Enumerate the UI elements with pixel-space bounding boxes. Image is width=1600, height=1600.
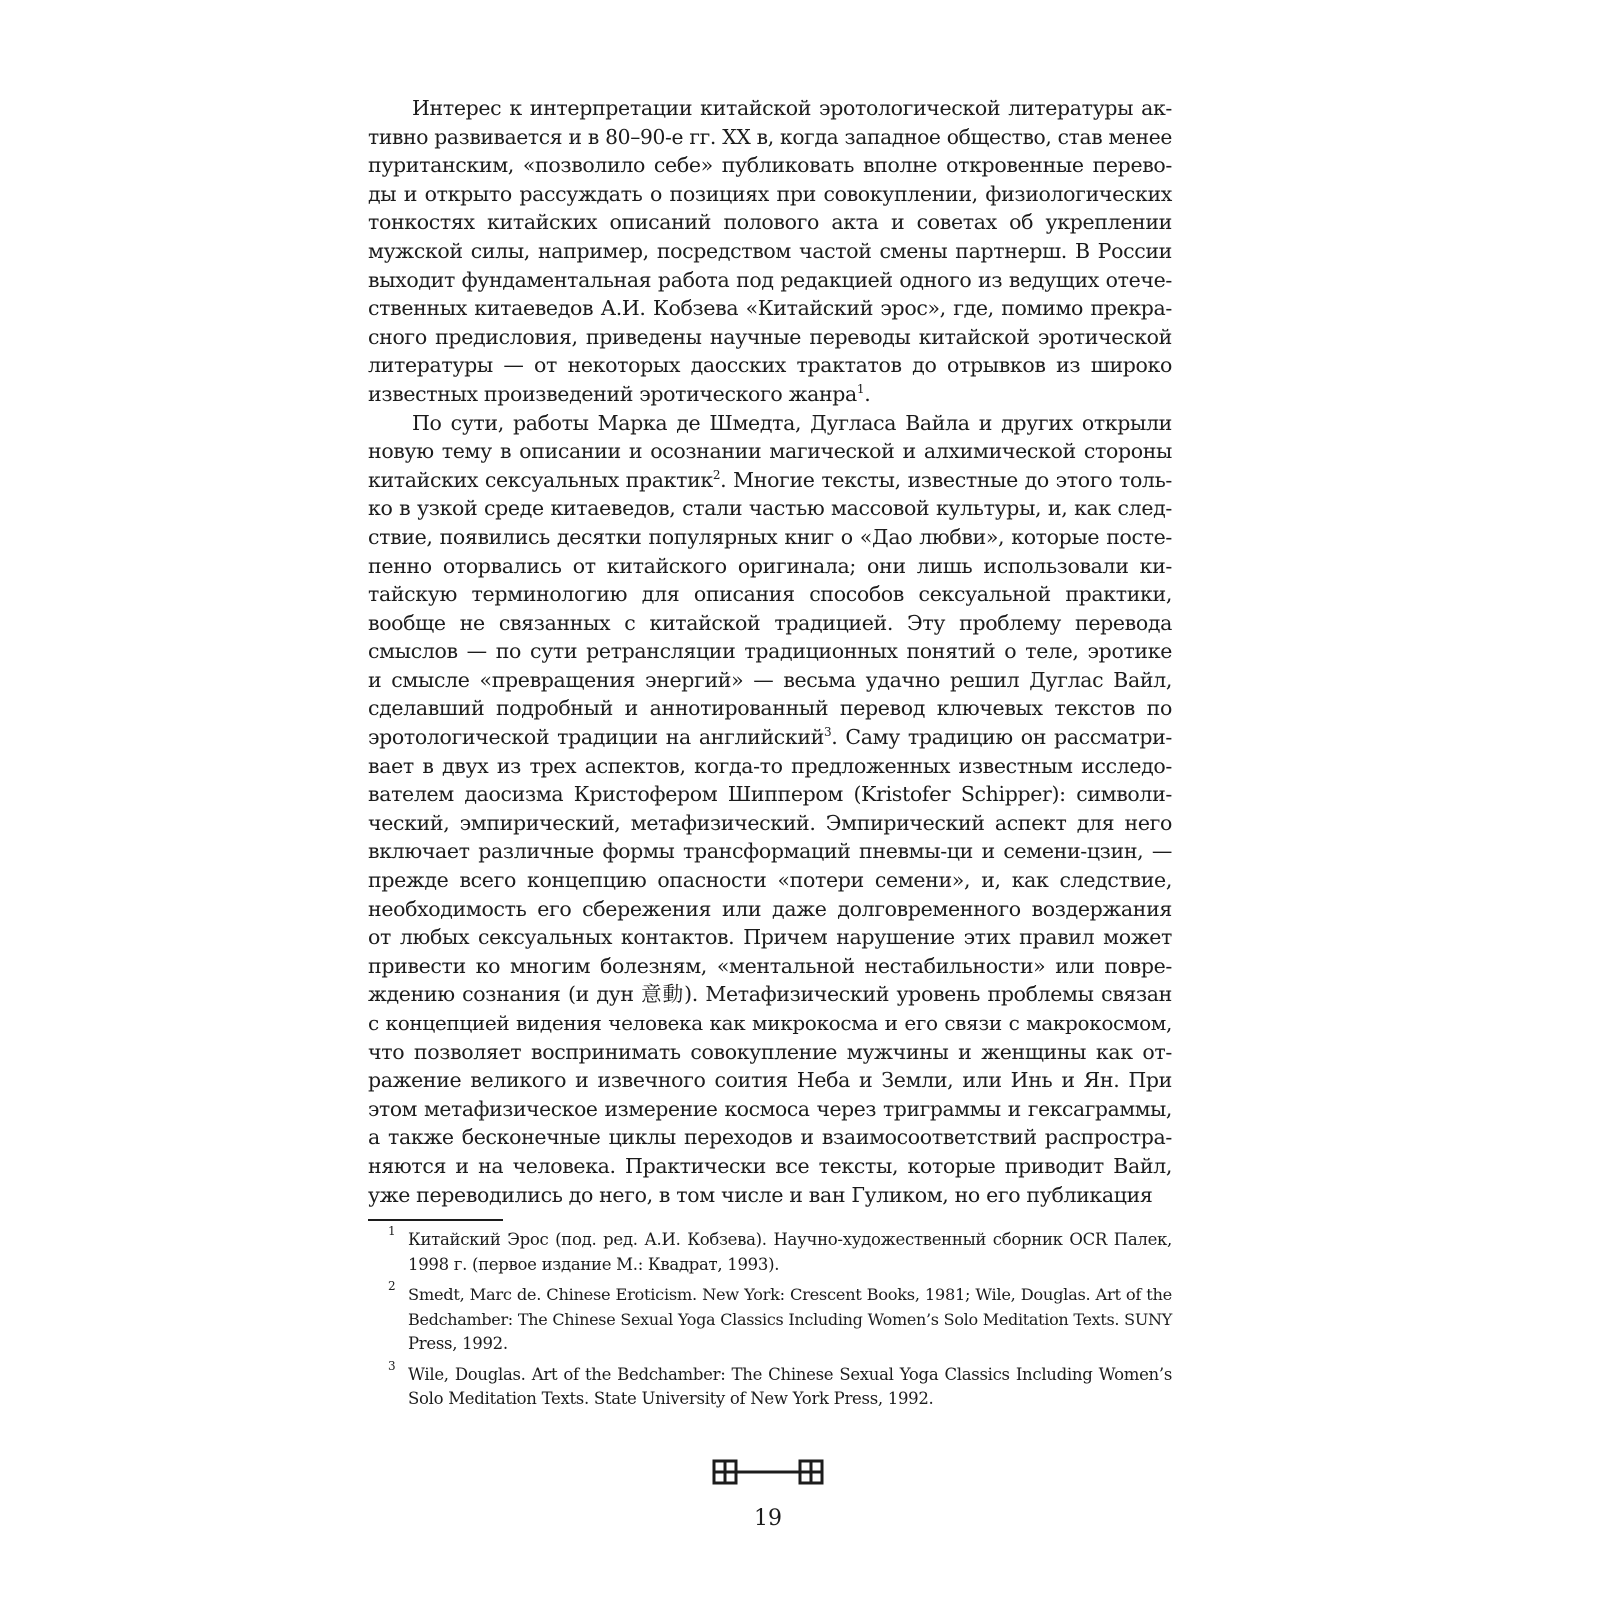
text-line	[368, 752, 1172, 781]
text-segment: . Саму традицию он рассматри-	[831, 725, 1173, 750]
text-segment: необходимость его сбережения или даже долговременного воздержания	[368, 896, 1172, 921]
footnote-line: 1998 г. (первое издание М.: Квадрат, 1993).	[408, 1254, 780, 1274]
text-segment: включает различные формы трансформаций пневмы-ци и семени-цзин, —	[368, 839, 1172, 864]
text-segment: литературы — от некоторых даосских трактатов до отрывков из широко	[368, 353, 1172, 378]
text-segment: новую тему в описании и осознании магической и алхимической стороны	[368, 439, 1172, 464]
text-segment: с концепцией видения человека как микрокосма и его связи с макрокосмом,	[368, 1011, 1172, 1035]
text-line	[368, 294, 1172, 323]
text-line	[368, 723, 1172, 752]
text-segment: няются и на человека. Практически все тексты, которые приводит Вайл,	[368, 1153, 1172, 1178]
text-line	[368, 523, 1172, 552]
text-segment: ствие, появились десятки популярных книг о «Дао любви», которые посте-	[368, 524, 1172, 549]
text-segment: ственных китаеведов А.И. Кобзева «Китайский эрос», где, помимо прекра-	[368, 296, 1172, 321]
text-line	[368, 1038, 1172, 1067]
text-segment: вает в двух из трех аспектов, когда-то предложенных известным исследо-	[368, 753, 1172, 778]
footnote-number: 2	[388, 1279, 396, 1293]
text-line	[368, 437, 1172, 466]
text-segment: а также бесконечные циклы переходов и взаимосоответствий распростра-	[368, 1125, 1172, 1150]
footnote-line: Wile, Douglas. Art of the Bedchamber: The Chinese Sexual Yoga Classics Including Women’s	[408, 1364, 1172, 1384]
text-line	[368, 494, 1172, 523]
text-line	[368, 837, 1172, 866]
text-line	[368, 266, 1172, 295]
text-segment: уже переводились до него, в том числе и ван Гуликом, но его публикация	[368, 1182, 1153, 1207]
text-segment: .	[864, 381, 871, 406]
text-segment: ждению сознания (и дун 意動). Метафизический уровень проблемы связан	[368, 982, 1172, 1007]
text-line	[368, 123, 1172, 152]
footnote-reference[interactable]: 2	[712, 467, 721, 482]
text-segment: известных произведений эротического жанра	[368, 381, 857, 406]
text-line	[368, 151, 1172, 180]
fret-knot-ornament-icon	[712, 1459, 824, 1485]
text-line	[368, 694, 1172, 723]
text-segment: привести ко многим болезням, «ментальной нестабильности» или повре-	[368, 953, 1172, 978]
text-line	[368, 180, 1172, 209]
text-segment: ческий, эмпирический, метафизический. Эмпирический аспект для него	[368, 810, 1172, 835]
footnote	[368, 1224, 1172, 1277]
text-segment: вообще не связанных с китайской традицией. Эту проблему перевода	[368, 610, 1172, 635]
text-segment: что позволяет воспринимать совокупление мужчины и женщины как от-	[368, 1039, 1172, 1064]
text-line	[368, 1123, 1172, 1152]
text-segment: смыслов — по сути ретрансляции традиционных понятий о теле, эротике	[368, 639, 1172, 664]
text-line	[368, 466, 1172, 495]
text-segment: . Многие тексты, известные до этого толь-	[720, 467, 1172, 492]
text-line	[368, 923, 1172, 952]
text-segment: ко в узкой среде китаеведов, стали частью массовой культуры, и, как след-	[368, 496, 1172, 521]
footnote-line: Smedt, Marc de. Chinese Eroticism. New York: Crescent Books, 1981; Wile, Douglas. Art of the	[408, 1285, 1172, 1304]
text-line	[368, 1009, 1172, 1038]
text-segment: По сути, работы Марка де Шмедта, Дугласа Вайла и других открыли	[412, 410, 1172, 435]
page-number: 19	[754, 1506, 782, 1531]
paragraph	[368, 94, 1172, 409]
text-line	[368, 809, 1172, 838]
footnote-divider	[368, 1219, 503, 1221]
text-line	[368, 1181, 1172, 1210]
text-segment: пуританским, «позволило себе» публиковать вполне откровенные перево-	[368, 153, 1172, 178]
text-segment: вателем даосизма Кристофером Шиппером (Kristofer Schipper): символи-	[368, 782, 1172, 807]
text-segment: тивно развивается и в 80–90-е гг. XX в, когда западное общество, став менее	[368, 124, 1172, 149]
footnote-number: 3	[388, 1358, 396, 1373]
text-line	[368, 1066, 1172, 1095]
text-line	[368, 637, 1172, 666]
text-line	[368, 208, 1172, 237]
text-line	[368, 351, 1172, 380]
text-line	[368, 380, 1172, 409]
text-line	[368, 237, 1172, 266]
text-segment: пенно оторвались от китайского оригинала; они лишь использовали ки-	[368, 553, 1172, 578]
footnote-line: Solo Meditation Texts. State University of New York Press, 1992.	[408, 1389, 934, 1408]
text-segment: тайскую терминологию для описания способов сексуальной практики,	[368, 582, 1172, 607]
text-segment: сделавший подробный и аннотированный перевод ключевых текстов по	[368, 696, 1172, 721]
text-line	[368, 780, 1172, 809]
text-line	[368, 580, 1172, 609]
text-segment: ражение великого и извечного соития Неба и Земли, или Инь и Ян. При	[368, 1068, 1172, 1093]
footnote	[368, 1358, 1172, 1412]
text-segment: китайских сексуальных практик	[368, 467, 713, 492]
footnote-line: Press, 1992.	[408, 1334, 508, 1353]
text-segment: эротологической традиции на английский	[368, 725, 824, 750]
text-line	[368, 666, 1172, 695]
text-line	[368, 952, 1172, 981]
text-segment: мужской силы, например, посредством частой смены партнерш. В России	[368, 238, 1172, 263]
text-line	[368, 609, 1172, 638]
text-segment: тонкостях китайских описаний полового акта и советах об укреплении	[368, 210, 1172, 235]
text-line	[368, 552, 1172, 581]
text-segment: ды и открыто рассуждать о позициях при совокуплении, физиологических	[368, 181, 1172, 206]
text-line	[368, 980, 1172, 1009]
text-line	[368, 409, 1172, 438]
main-text	[368, 94, 1172, 1209]
footnote-reference[interactable]: 1	[856, 381, 865, 396]
text-segment: выходит фундаментальная работа под редакцией одного из ведущих отече-	[368, 267, 1172, 292]
footnotes	[368, 1224, 1172, 1418]
footnote-reference[interactable]: 3	[823, 725, 832, 740]
text-line	[368, 866, 1172, 895]
footnote-line: Bedchamber: The Chinese Sexual Yoga Classics Including Women’s Solo Meditation Texts. SUNY	[408, 1309, 1172, 1329]
text-segment: сного предисловия, приведены научные переводы китайской эротической	[368, 324, 1172, 349]
text-segment: этом метафизическое измерение космоса через триграммы и гексаграммы,	[368, 1096, 1172, 1121]
text-line	[368, 1095, 1172, 1124]
text-segment: прежде всего концепцию опасности «потери семени», и, как следствие,	[368, 868, 1172, 893]
paragraph	[368, 409, 1172, 1210]
text-segment: и смысле «превращения энергий» — весьма удачно решил Дуглас Вайл,	[368, 667, 1172, 692]
text-line	[368, 895, 1172, 924]
footnote-line: Китайский Эрос (под. ред. А.И. Кобзева). Научно-художественный сборник OCR Палек,	[408, 1230, 1172, 1249]
text-line	[368, 323, 1172, 352]
text-line	[368, 94, 1172, 123]
footnote	[368, 1279, 1172, 1357]
text-segment: от любых сексуальных контактов. Причем нарушение этих правил может	[368, 925, 1172, 950]
footnote-number: 1	[388, 1224, 396, 1238]
text-line	[368, 1152, 1172, 1181]
text-segment: Интерес к интерпретации китайской эротологической литературы ак-	[412, 96, 1172, 120]
